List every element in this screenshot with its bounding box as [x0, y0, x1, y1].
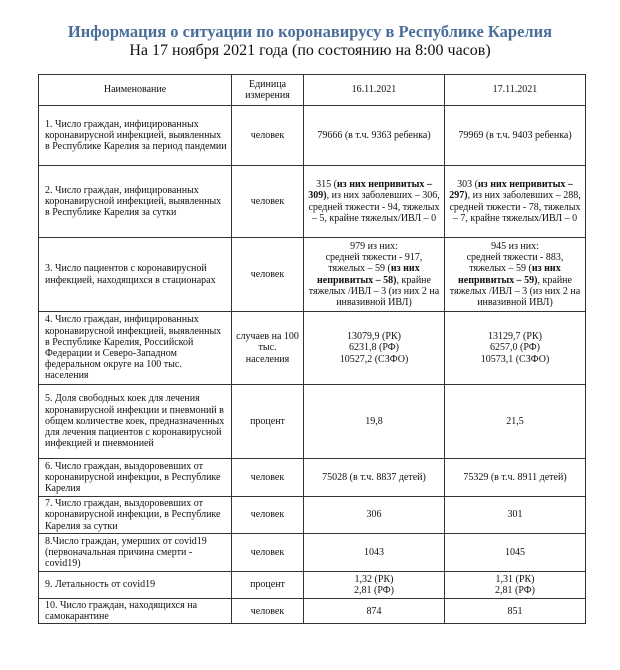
row-unit: человек: [232, 497, 304, 534]
table-header-row: [39, 75, 586, 106]
row-name: 10. Число граждан, находящихся на самокарантине: [39, 599, 232, 624]
row-unit: процент: [232, 572, 304, 599]
row-unit: процент: [232, 385, 304, 459]
row-value-16: 79666 (в т.ч. 9363 ребенка): [304, 106, 445, 166]
value-text-bold: из них непривитых – 59): [458, 263, 561, 286]
row-value-16: 874: [304, 599, 445, 624]
table-row: [39, 385, 586, 459]
row-value-17: 21,5: [445, 385, 586, 459]
row-value-17: 1045: [445, 534, 586, 572]
table-row: [39, 106, 586, 166]
row-name: 1. Число граждан, инфицированных коронавирусной инфекцией, выявленных в Республике Карелия за период пандемии: [39, 106, 232, 166]
row-value-17: 851: [445, 599, 586, 624]
value-text-bold: из них непривитых – 309): [308, 179, 432, 202]
value-text: 979 из них: средней тяжести - 917, тяжелых – 59 (: [325, 240, 423, 275]
value-line: 1,32 (РК): [354, 573, 394, 585]
value-line: 1,31 (РК): [495, 573, 535, 585]
row-name: 3. Число пациентов с коронавирусной инфекцией, находящихся в стационарах: [39, 238, 232, 312]
row-unit: человек: [232, 238, 304, 312]
value-text-bold: из них непривитых – 297): [449, 179, 573, 202]
row-value-16: [304, 166, 445, 238]
row-value-17: [445, 166, 586, 238]
covid-stats-table: [38, 74, 586, 624]
table-row: [39, 238, 586, 312]
column-header-date-17: 17.11.2021: [445, 75, 586, 106]
row-value-16: 1043: [304, 534, 445, 572]
table-row: [39, 599, 586, 624]
row-name: 4. Число граждан, инфицированных коронавирусной инфекцией, выявленных в Республике Карелия, Российской Федерации и Северо-Западном федеральном округе на 100 тыс. населения: [39, 312, 232, 385]
row-unit: человек: [232, 166, 304, 238]
value-line: 13079,9 (РК): [347, 331, 401, 343]
value-text: 315 (: [316, 179, 337, 191]
row-value-17: 75329 (в т.ч. 8911 детей): [445, 459, 586, 497]
column-header-name: Наименование: [39, 75, 232, 106]
value-line: 6231,8 (РФ): [349, 342, 399, 354]
value-text: 945 из них: средней тяжести - 883, тяжелых – 59 (: [466, 240, 564, 275]
row-name: 9. Летальность от covid19: [39, 572, 232, 599]
table-row: [39, 572, 586, 599]
row-name: 7. Число граждан, выздоровевших от коронавирусной инфекции, в Республике Карелия за сутки: [39, 497, 232, 534]
value-text: 303 (: [457, 179, 478, 191]
value-line: 10527,2 (СЗФО): [339, 353, 409, 365]
row-name: 6. Число граждан, выздоровевших от коронавирусной инфекции, в Республике Карелия: [39, 459, 232, 497]
row-value-16: [304, 238, 445, 312]
value-line: 2,81 (РФ): [354, 585, 394, 596]
table-row: [39, 459, 586, 497]
row-unit: человек: [232, 106, 304, 166]
row-name: 5. Доля свободных коек для лечения коронавирусной инфекции и пневмоний в общем количестве коек, предназначенных для лечения пациентов с коронавирусной инфекцией и пневмонией: [39, 385, 232, 459]
row-value-16: [304, 312, 445, 385]
value-text: , из них заболевших – 306, средней тяжести - 94, тяжелых – 5, крайне тяжелых/ИВЛ – 0: [308, 190, 440, 224]
row-value-16: 19,8: [304, 385, 445, 459]
report-date-subtitle: На 17 ноября 2021 года (по состоянию на 8:00 часов): [129, 42, 491, 59]
row-name: 2. Число граждан, инфицированных коронавирусной инфекцией, выявленных в Республике Карелия за сутки: [39, 166, 232, 238]
row-value-16: [304, 572, 445, 599]
row-value-17: [445, 312, 586, 385]
table-row: [39, 312, 586, 385]
value-text: , из них заболевших – 288, средней тяжести - 78, тяжелых – 7, крайне тяжелых/ИВЛ – 0: [449, 190, 581, 224]
table-row: [39, 534, 586, 572]
table-row: [39, 166, 586, 238]
row-unit: человек: [232, 534, 304, 572]
value-text-bold: из них непривитых – 58): [317, 263, 420, 286]
column-header-date-16: 16.11.2021: [304, 75, 445, 106]
value-line: 13129,7 (РК): [488, 331, 542, 343]
row-unit: человек: [232, 459, 304, 497]
row-value-16: 75028 (в т.ч. 8837 детей): [304, 459, 445, 497]
row-value-16: 306: [304, 497, 445, 534]
value-line: 6257,0 (РФ): [490, 342, 540, 354]
value-text: , крайне тяжелых /ИВЛ – 3 (из них 2 на инвазивной ИВЛ): [308, 274, 440, 308]
value-line: 2,81 (РФ): [495, 585, 535, 596]
row-value-17: 79969 (в т.ч. 9403 ребенка): [445, 106, 586, 166]
row-value-17: [445, 238, 586, 312]
row-value-17: [445, 572, 586, 599]
report-title: Информация о ситуации по коронавирусу в Республике Карелия: [67, 22, 553, 41]
row-unit: человек: [232, 599, 304, 624]
row-value-17: 301: [445, 497, 586, 534]
value-text: , крайне тяжелых /ИВЛ – 3 (из них 2 на инвазивной ИВЛ): [449, 274, 581, 308]
column-header-unit: Единица измерения: [232, 75, 304, 106]
row-name: 8.Число граждан, умерших от covid19 (первоначальная причина смерти - covid19): [39, 534, 232, 572]
value-line: 10573,1 (СЗФО): [480, 353, 550, 365]
row-unit: случаев на 100 тыс. населения: [232, 312, 304, 385]
table-row: [39, 497, 586, 534]
